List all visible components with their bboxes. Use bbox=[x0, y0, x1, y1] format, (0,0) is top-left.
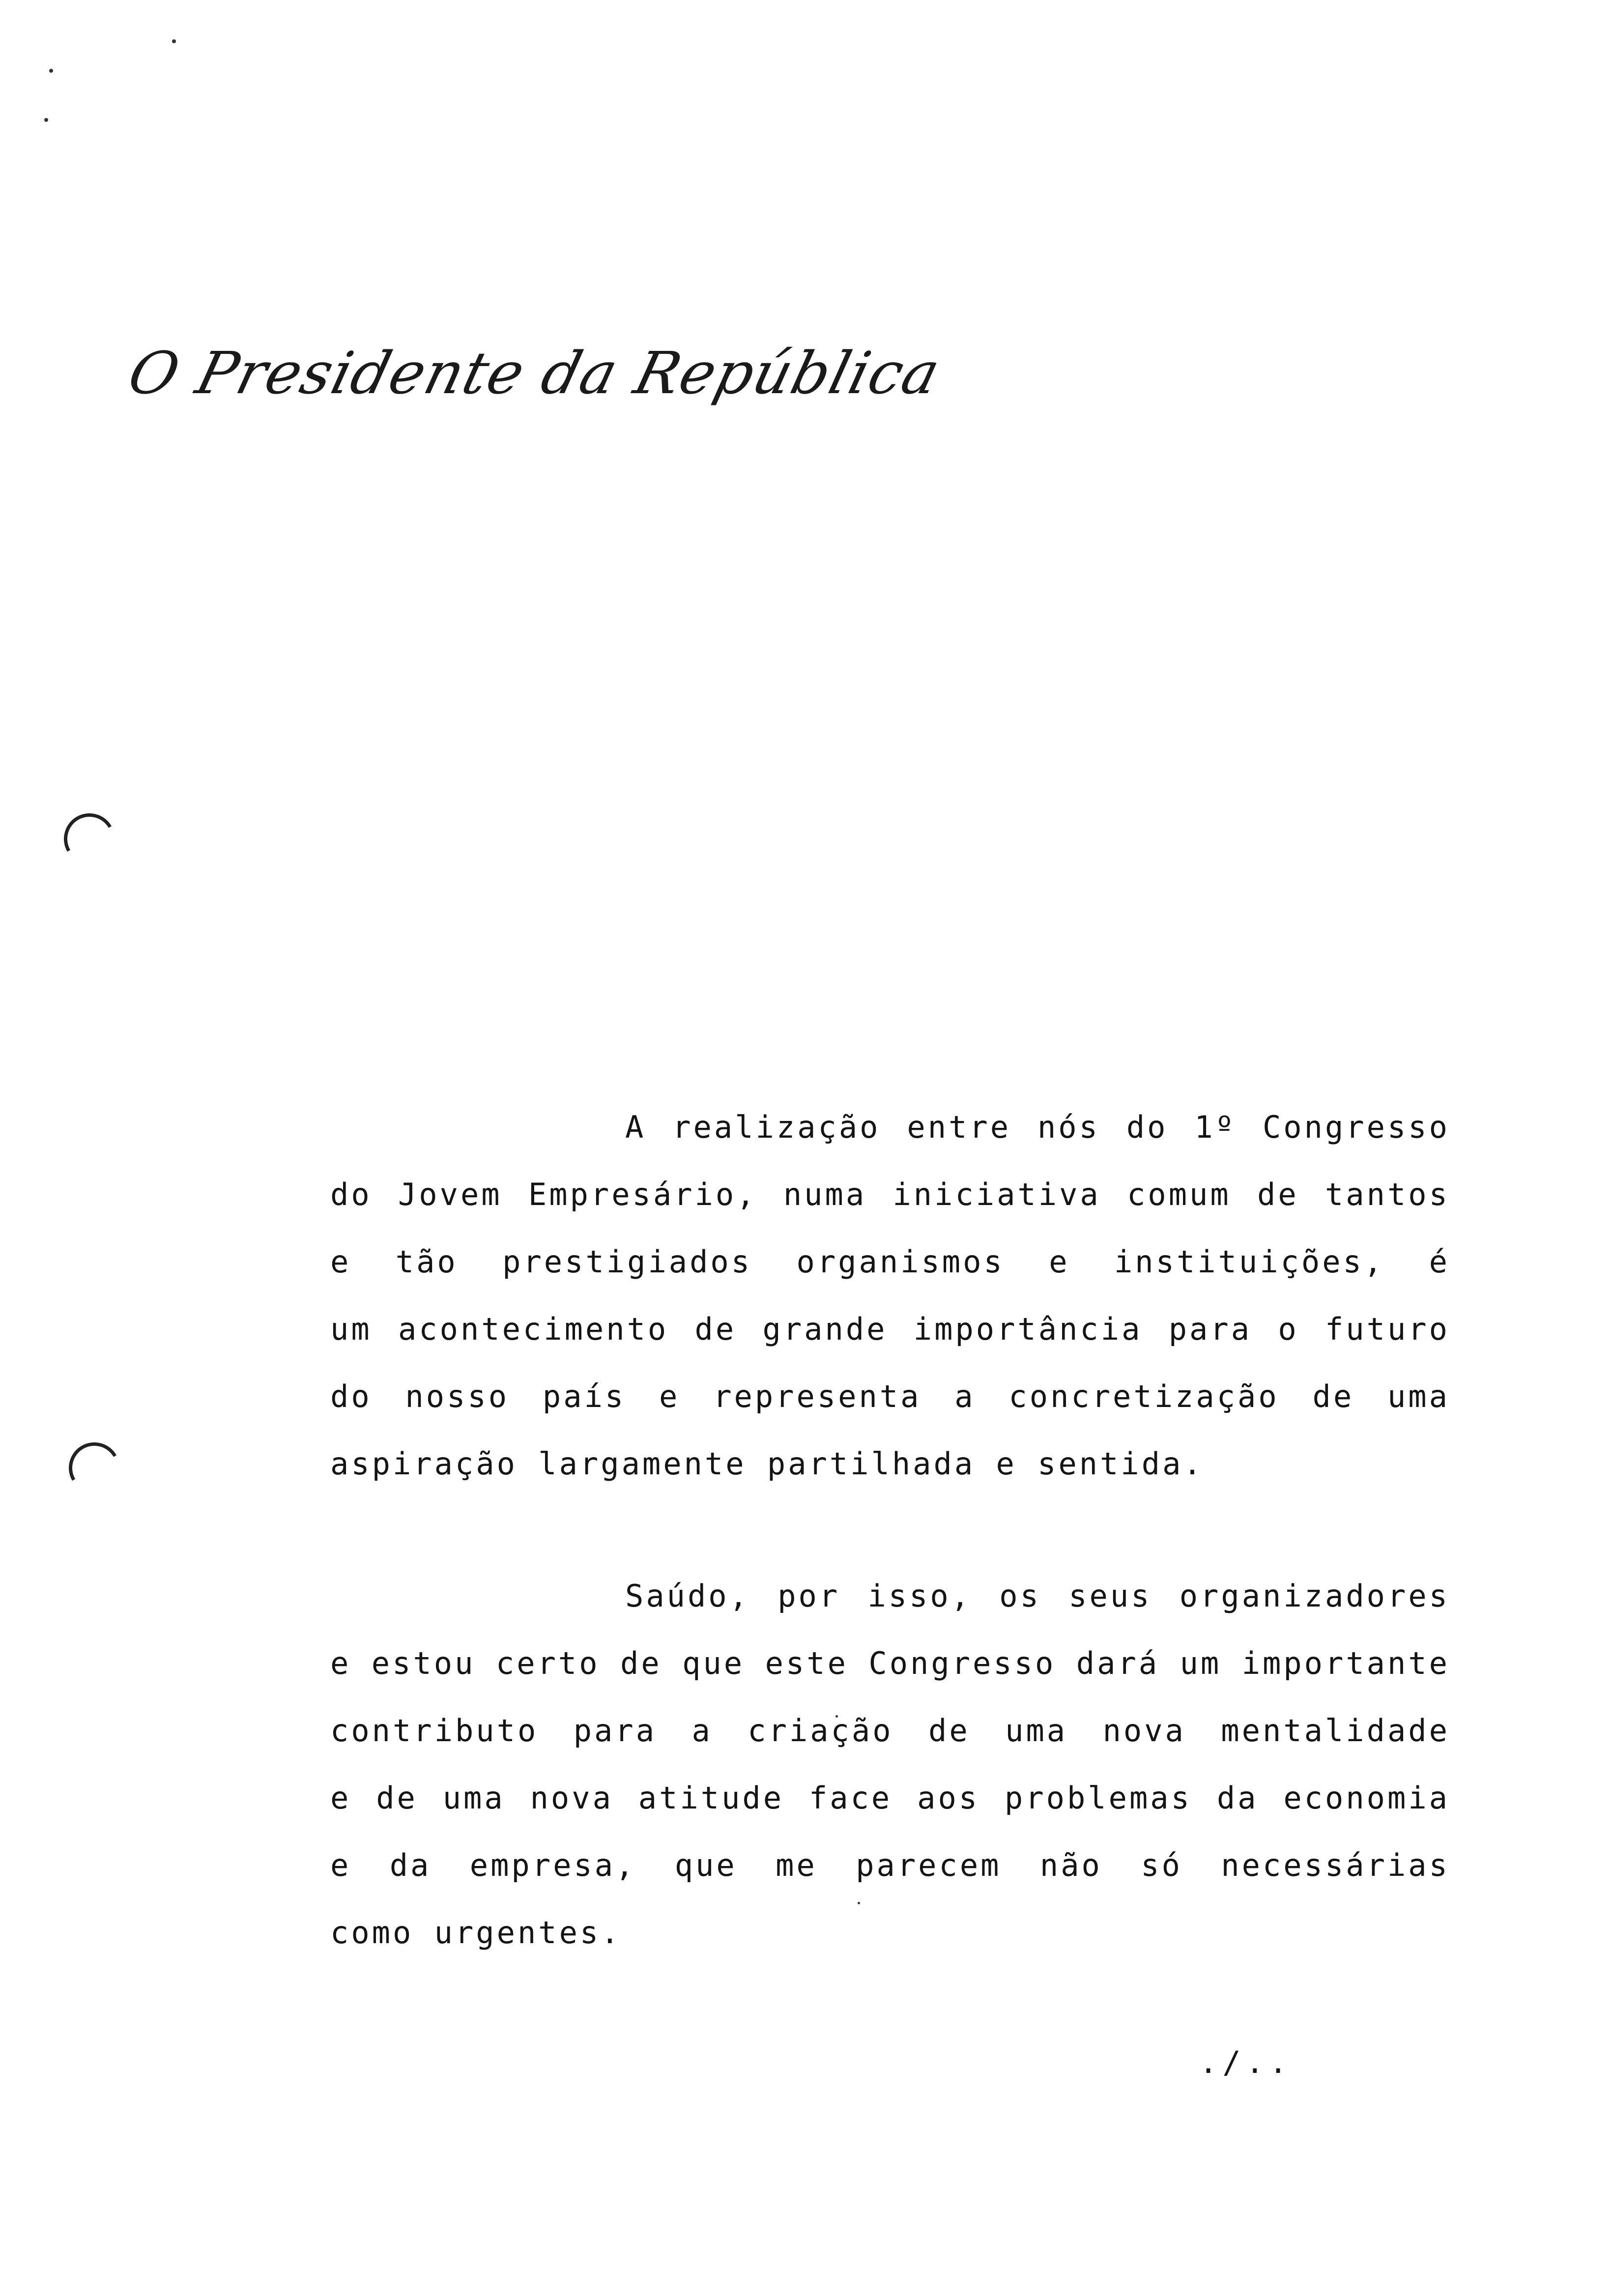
word: concretização bbox=[1008, 1378, 1279, 1414]
word: Jovem bbox=[398, 1177, 502, 1212]
word: de bbox=[620, 1645, 662, 1681]
word: tantos bbox=[1324, 1177, 1450, 1212]
word: e bbox=[330, 1780, 351, 1816]
word: necessárias bbox=[1221, 1847, 1450, 1883]
continuation-mark: ./.. bbox=[1199, 2044, 1293, 2080]
word: e bbox=[330, 1645, 351, 1681]
word: estou bbox=[371, 1645, 476, 1681]
text-line: como urgentes. bbox=[330, 1915, 622, 1951]
word: importância bbox=[913, 1311, 1143, 1347]
word: iniciativa bbox=[892, 1177, 1101, 1212]
word: Empresário, bbox=[528, 1177, 757, 1212]
word: de bbox=[1257, 1177, 1299, 1212]
word: grande bbox=[762, 1311, 888, 1347]
word: 1º bbox=[1194, 1109, 1237, 1145]
text-line bbox=[330, 1832, 1450, 1899]
word: certo bbox=[495, 1645, 600, 1681]
word: e bbox=[659, 1378, 680, 1414]
word: Congresso bbox=[1262, 1109, 1450, 1145]
word: da bbox=[1216, 1780, 1259, 1816]
word: para bbox=[573, 1713, 657, 1749]
word: realização bbox=[672, 1109, 881, 1145]
word: Congresso bbox=[868, 1645, 1056, 1681]
text-line bbox=[330, 1295, 1450, 1363]
word: um bbox=[330, 1311, 372, 1347]
word: por bbox=[777, 1578, 840, 1614]
word: A bbox=[625, 1109, 646, 1145]
word: do bbox=[330, 1177, 372, 1212]
word: um bbox=[1180, 1645, 1222, 1681]
word: isso, bbox=[867, 1578, 972, 1614]
word: que bbox=[674, 1847, 737, 1883]
text-line bbox=[330, 1764, 1450, 1832]
paragraph bbox=[330, 1562, 1450, 1966]
word: este bbox=[765, 1645, 848, 1681]
word: só bbox=[1141, 1847, 1182, 1883]
word: do bbox=[330, 1378, 372, 1414]
word: nós bbox=[1037, 1109, 1100, 1145]
scan-speck bbox=[172, 39, 176, 43]
word: a bbox=[954, 1378, 976, 1414]
word: entre bbox=[907, 1109, 1011, 1145]
word: uma bbox=[1387, 1378, 1450, 1414]
word: aos bbox=[917, 1780, 980, 1816]
word: contributo bbox=[330, 1713, 539, 1749]
scan-speck bbox=[44, 118, 48, 122]
word: de bbox=[1312, 1378, 1354, 1414]
word: numa bbox=[783, 1177, 867, 1212]
word: não bbox=[1039, 1847, 1102, 1883]
word: atitude bbox=[638, 1780, 784, 1816]
text-line bbox=[330, 1093, 1450, 1161]
word: importante bbox=[1241, 1645, 1450, 1681]
word: da bbox=[389, 1847, 432, 1883]
word: seus bbox=[1068, 1578, 1152, 1614]
word: instituições, bbox=[1114, 1244, 1385, 1280]
punch-hole-mark bbox=[63, 1436, 125, 1499]
word: uma bbox=[1005, 1713, 1068, 1749]
letterhead-title: O Presidente da República bbox=[121, 339, 948, 407]
word: de bbox=[694, 1311, 737, 1347]
word: criação bbox=[748, 1713, 893, 1749]
word: país bbox=[542, 1378, 626, 1414]
word: e bbox=[1049, 1244, 1070, 1280]
punch-hole-mark bbox=[58, 807, 120, 870]
word: é bbox=[1429, 1244, 1450, 1280]
word: tão bbox=[395, 1244, 458, 1280]
word: que bbox=[682, 1645, 745, 1681]
word: o bbox=[1278, 1311, 1299, 1347]
word: de bbox=[376, 1780, 418, 1816]
word: nova bbox=[1102, 1713, 1186, 1749]
word: mentalidade bbox=[1221, 1713, 1450, 1749]
word: me bbox=[776, 1847, 817, 1883]
word: do bbox=[1126, 1109, 1168, 1145]
text-line: aspiração largamente partilhada e sentida. bbox=[330, 1446, 1204, 1482]
word: comum bbox=[1127, 1177, 1231, 1212]
word: face bbox=[808, 1780, 892, 1816]
word: uma bbox=[442, 1780, 505, 1816]
word: organizadores bbox=[1179, 1578, 1450, 1614]
word: a bbox=[691, 1713, 713, 1749]
text-line bbox=[330, 1562, 1450, 1630]
word: representa bbox=[713, 1378, 921, 1414]
word: os bbox=[999, 1578, 1041, 1614]
word: para bbox=[1168, 1311, 1252, 1347]
text-line bbox=[330, 1363, 1450, 1430]
word: empresa, bbox=[469, 1847, 636, 1883]
paragraph bbox=[330, 1093, 1450, 1497]
word: e bbox=[330, 1244, 351, 1280]
text-line bbox=[330, 1228, 1450, 1295]
word: economia bbox=[1283, 1780, 1450, 1816]
scan-speck bbox=[49, 69, 53, 73]
word: futuro bbox=[1324, 1311, 1450, 1347]
word: problemas bbox=[1005, 1780, 1192, 1816]
word: nosso bbox=[405, 1378, 510, 1414]
word: de bbox=[928, 1713, 970, 1749]
word: parecem bbox=[856, 1847, 1002, 1883]
word: e bbox=[330, 1847, 351, 1883]
word: Saúdo, bbox=[625, 1578, 750, 1614]
word: nova bbox=[530, 1780, 613, 1816]
word: dará bbox=[1076, 1645, 1160, 1681]
word: organismos bbox=[796, 1244, 1005, 1280]
word: prestigiados bbox=[502, 1244, 752, 1280]
text-line bbox=[330, 1697, 1450, 1764]
text-line bbox=[330, 1630, 1450, 1697]
text-line bbox=[330, 1161, 1450, 1228]
word: acontecimento bbox=[398, 1311, 669, 1347]
